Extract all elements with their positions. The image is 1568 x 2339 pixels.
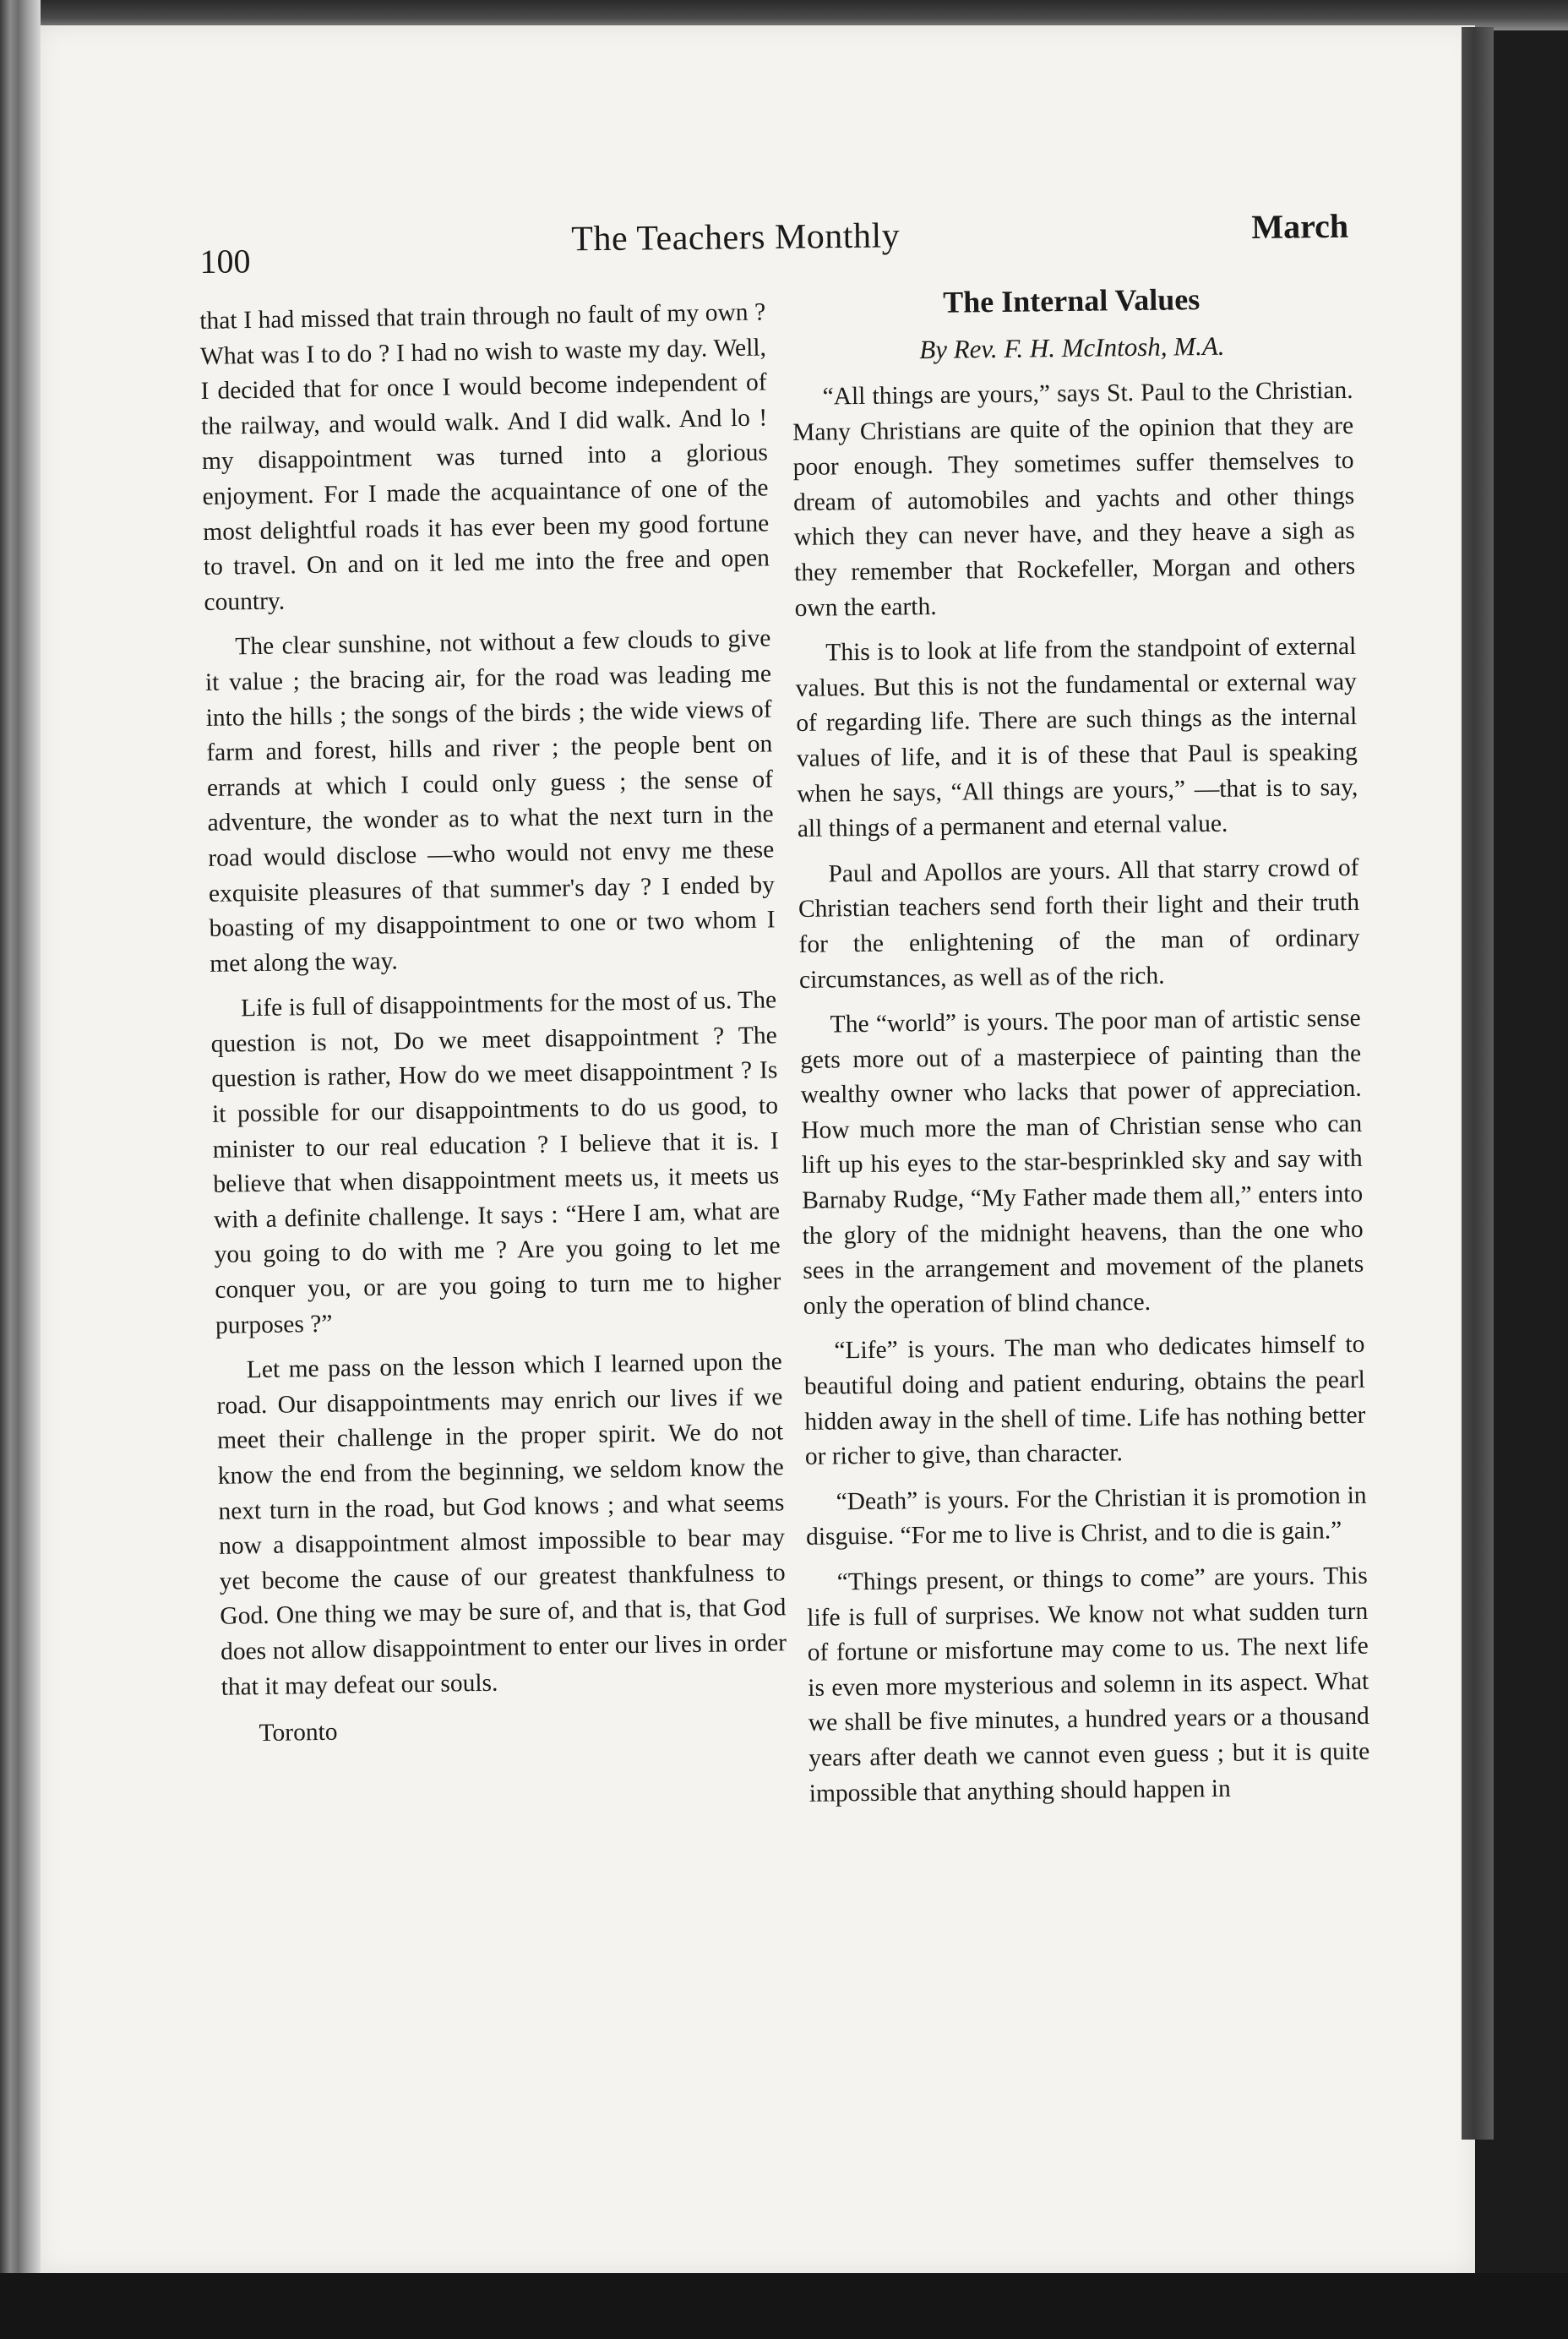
issue-month: March: [1251, 206, 1349, 246]
paragraph: “Death” is yours. For the Christian it is promotion in disguise. “For me to live is Christ, and to die is gain.”: [805, 1481, 1367, 1551]
paragraph: Let me pass on the lesson which I learned upon the road. Our disappointments may enrich our lives if we meet their challenge in the proper spirit. We do not know the end from the beginning, we seldom know the next turn in the road, but God knows ; and what seems now a disappointment almost impossible to bear may yet become the cause of our greatest thankfulness to God. One thing we may be sure of, and that is, that God does not allow disappointment to enter our lives in order that it may defeat our souls.: [216, 1348, 787, 1701]
right-column: [791, 279, 1370, 1822]
scan-bottom-edge: [0, 2273, 1568, 2339]
paragraph: “All things are yours,” says St. Paul to the Christian. Many Christians are quite of the opinion that they are poor enough. They sometimes suffer themselves to dream of automobiles and yachts and other things which they can never have, and they heave a sigh as they remember that Rockefeller, Morgan and others own the earth.: [792, 376, 1356, 622]
paragraph: Life is full of disappointments for the most of us. The question is not, Do we meet disappointment ? The question is rather, How do we meet disappointment ? Is it possible for our disappointments to do us good, to minister to our real education ? I believe that it is. I believe that when disappointment meets us, it meets us with a definite challenge. It says : “Here I am, what are you going to do with me ? Are you going to let me conquer you, or are you going to turn me to higher purposes ?”: [210, 986, 781, 1339]
paragraph: The “world” is yours. The poor man of artistic sense gets more out of a masterpiece of painting than the wealthy owner who lacks that power of appreciation. How much more the man of Christian sense who can lift up his eyes to the star-besprinkled sky and say with Barnaby Rudge, “My Father made them all,” enters into the glory of the midnight heavens, than the one who sees in the arrangement and movement of the planets only the operation of blind chance.: [800, 1004, 1364, 1320]
article-title: The Internal Values: [942, 282, 1200, 319]
paragraph: “Things present, or things to come” are yours. This life is full of surprises. We know not what sudden turn of fortune or misfortune may come to us. The next life is even more mysterious and solemn in its aspect. What we shall be five minutes, a hundred years or a thousand years after death we cannot even guess ; but it is quite impossible that anything should happen in: [807, 1562, 1370, 1807]
signature-location: Toronto: [259, 1718, 338, 1747]
book-binding-edge: [0, 0, 41, 2339]
left-column: [199, 295, 788, 1752]
paragraph: This is to look at life from the standpoint of external values. But this is not the fundamental or external way of regarding life. There are such things as the internal values of life, and it is of these that Paul is speaking when he says, “All things are yours,” —that is to say, all things of a permanent and eternal value.: [795, 633, 1358, 843]
journal-title: The Teachers Monthly: [571, 216, 901, 259]
article-byline: By Rev. F. H. McIntosh, M.A.: [919, 330, 1225, 365]
scan-right-edge: [1462, 27, 1494, 2140]
paragraph: “Life” is yours. The man who dedicates himself to beautiful doing and patient enduring, obtains the pearl hidden away in the shell of time. Life has nothing better or richer to give, than character.: [803, 1331, 1366, 1471]
running-header: [199, 206, 1349, 281]
paragraph: Paul and Apollos are yours. All that starry crowd of Christian teachers send forth their light and their truth for the enlightening of the man of ordinary circumstances, as well as of the rich.: [798, 853, 1360, 994]
page-number: 100: [199, 242, 251, 281]
paragraph: The clear sunshine, not without a few clouds to give it value ; the bracing air, for the road was leading me into the hills ; the songs of the birds ; the wide views of farm and forest, hills and river ; the people bent on errands at which I could only guess ; the sense of adventure, the wonder as to what the next turn in the road would disclose —who would not envy me these exquisite pleasures of that summer's day ? I ended by boasting of my disappointment to one or two whom I met along the way.: [204, 624, 776, 978]
paragraph: that I had missed that train through no fault of my own ? What was I to do ? I had no wish to waste my day. Well, I decided that for once I would become independent of the railway, and would walk. And I did walk. And lo ! my disappointment was turned into a glorious enjoyment. For I made the acquaintance of one of the most delightful roads it has ever been my good fortune to travel. On and on it led me into the free and open country.: [199, 298, 770, 616]
